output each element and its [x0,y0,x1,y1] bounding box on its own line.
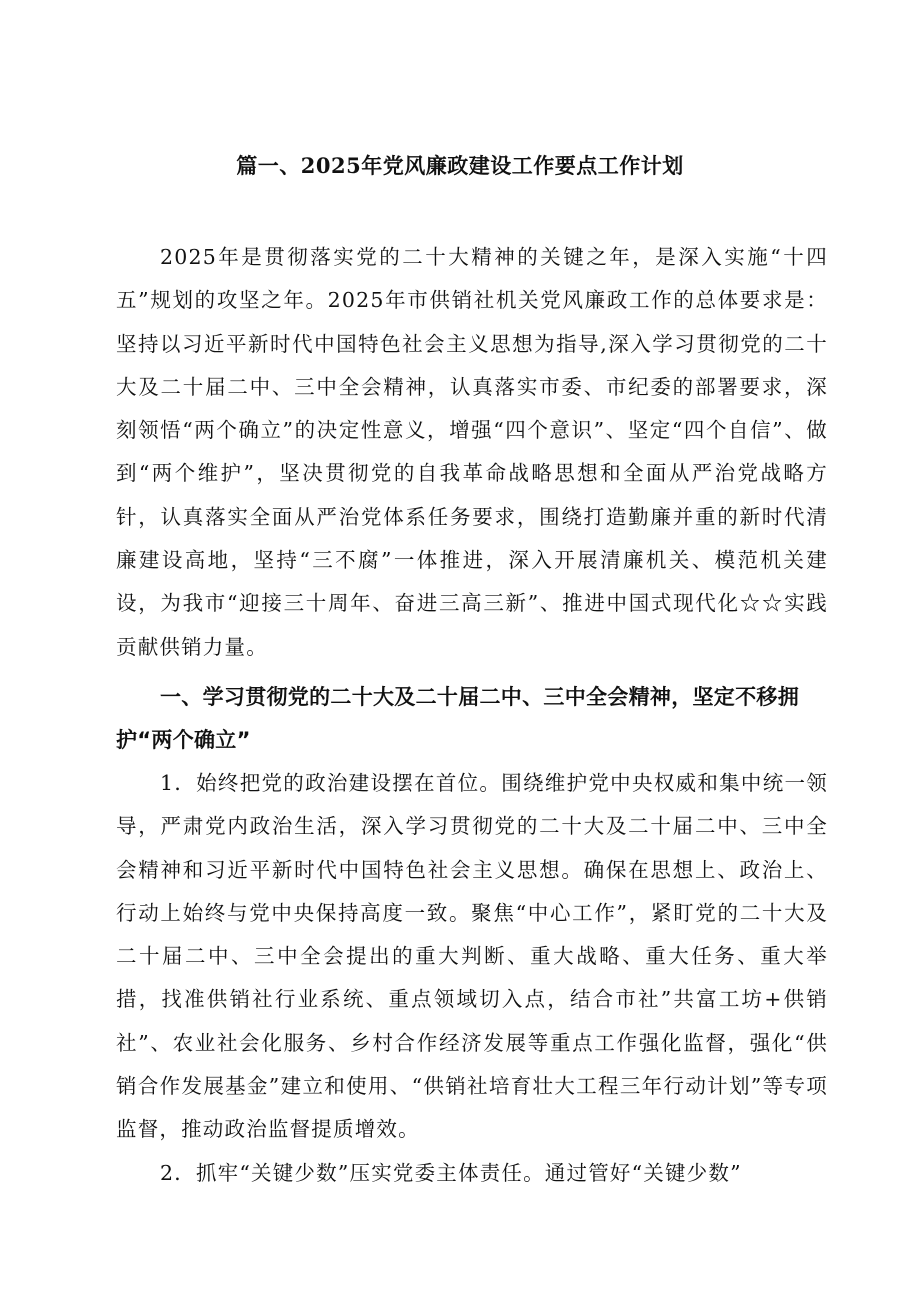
section-heading-1: 一、学习贯彻党的二十大及二十届二中、三中全会精神，坚定不移拥护“两个确立” [116,685,799,752]
document-title: 篇一、2025年党风廉政建设工作要点工作计划 [236,153,684,178]
item-paragraph-2: 2．抓牢“关键少数”压实党委主体责任。通过管好“关键少数” [160,1161,742,1185]
intro-paragraph: 2025年是贯彻落实党的二十大精神的关键之年，是深入实施“十四五”规划的攻坚之年。2025年市供销社机关党风廉政工作的总体要求是：坚持以习近平新时代中国特色社会主义思想为指导,深入学习贯彻党的二十大及二十届二中、三中全会精神，认真落实市委、市纪委的部署要求，深刻领悟“两个确立”的决定性意义，增强“四个意识”、坚定“四个自信”、做到“两个维护”，坚决贯彻党的自我革命战略思想和全面从严治党战略方针，认真落实全面从严治党体系任务要求，围绕打造勤廉并重的新时代清廉建设高地，坚持“三不腐”一体推进，深入开展清廉机关、模范机关建设，为我市“迎接三十周年、奋进三高三新”、推进中国式现代化☆☆实践贡献供销力量。 [116,245,828,659]
item-paragraph-1: 1．始终把党的政治建设摆在首位。围绕维护党中央权威和集中统一领导，严肃党内政治生活，深入学习贯彻党的二十大及二十届二中、三中全会精神和习近平新时代中国特色社会主义思想。确保在思想上、政治上、行动上始终与党中央保持高度一致。聚焦“中心工作”，紧盯党的二十大及二十届二中、三中全会提出的重大判断、重大战略、重大任务、重大举措，找准供销社行业系统、重点领域切入点，结合市社”共富工坊+供销社”、农业社会化服务、乡村合作经济发展等重点工作强化监督，强化“供销合作发展基金”建立和使用、“供销社培育壮大工程三年行动计划”等专项监督，推动政治监督提质增效。 [116,771,828,1142]
